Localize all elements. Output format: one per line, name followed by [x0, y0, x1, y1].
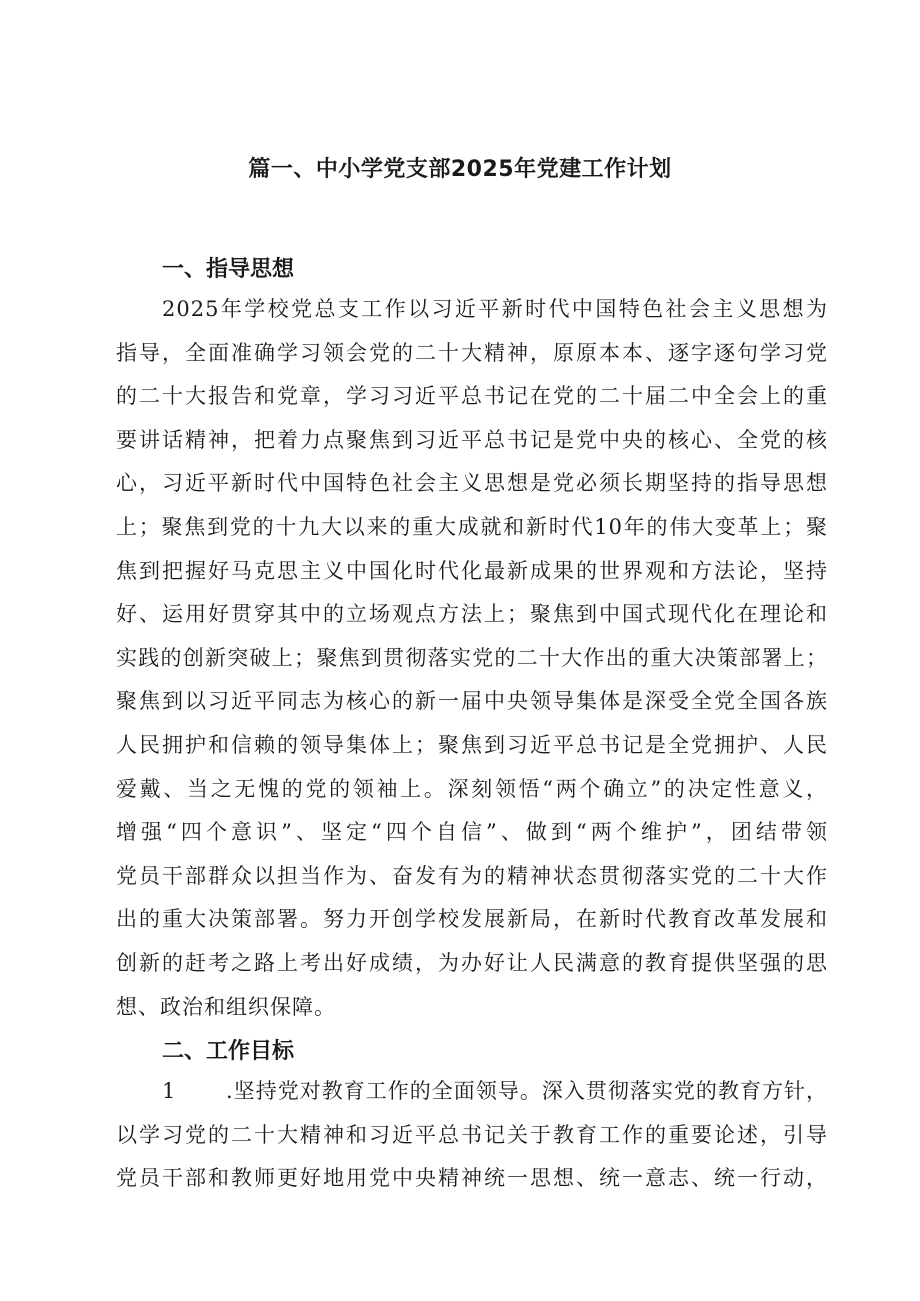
paragraph-line: 心，习近平新时代中国特色社会主义思想是党必须长期坚持的指导思想	[116, 471, 828, 496]
section-heading-work-goals: 二、工作目标	[162, 1039, 295, 1064]
list-item-first-line	[116, 1070, 828, 1114]
paragraph-line: 党员干部和教师更好地用党中央精神统一思想、统一意志、统一行动，	[116, 1166, 828, 1191]
paragraph-line: 聚焦到以习近平同志为核心的新一届中央领导集体是深受全党全国各族	[116, 689, 828, 714]
paragraph-line: 的二十大报告和党章，学习习近平总书记在党的二十届二中全会上的重	[116, 384, 828, 409]
section2-paragraph	[116, 1070, 828, 1201]
paragraph-line: 焦到把握好马克思主义中国化时代化最新成果的世界观和方法论，坚持	[116, 558, 828, 583]
paragraph-line: 创新的赶考之路上考出好成绩，为办好让人民满意的教育提供坚强的思	[116, 950, 828, 975]
section-heading-guiding-ideology: 一、指导思想	[162, 257, 295, 282]
paragraph-line: 上；聚焦到党的十九大以来的重大成就和新时代10年的伟大变革上；聚	[116, 514, 828, 539]
paragraph-line: 2025年学校党总支工作以习近平新时代中国特色社会主义思想为	[162, 297, 828, 321]
paragraph-line: 爱戴、当之无愧的党的领袖上。深刻领悟“两个确立”的决定性意义，	[116, 776, 828, 801]
paragraph-line: 指导，全面准确学习领会党的二十大精神，原原本本、逐字逐句学习党	[116, 340, 828, 365]
paragraph-line: 党员干部群众以担当作为、奋发有为的精神状态贯彻落实党的二十大作	[116, 863, 828, 888]
paragraph-line: 好、运用好贯穿其中的立场观点方法上；聚焦到中国式现代化在理论和	[116, 602, 828, 627]
paragraph-line: 实践的创新突破上；聚焦到贯彻落实党的二十大作出的重大决策部署上；	[116, 645, 828, 670]
document-title: 篇一、中小学党支部2025年党建工作计划	[248, 157, 672, 182]
section1-paragraph	[116, 288, 828, 1029]
paragraph-line: 想、政治和组织保障。	[116, 994, 336, 1019]
paragraph-line: 人民拥护和信赖的领导集体上；聚焦到习近平总书记是全党拥护、人民	[116, 732, 828, 757]
list-item-number: 1	[162, 1079, 177, 1103]
paragraph-line: 出的重大决策部署。努力开创学校发展新局，在新时代教育改革发展和	[116, 907, 828, 932]
paragraph-line: 要讲话精神，把着力点聚焦到习近平总书记是党中央的核心、全党的核	[116, 427, 828, 452]
paragraph-line: 以学习党的二十大精神和习近平总书记关于教育工作的重要论述，引导	[116, 1122, 828, 1147]
paragraph-line: 增强“四个意识”、坚定“四个自信”、做到“两个维护”，团结带领	[116, 820, 828, 845]
list-item-text: .坚持党对教育工作的全面领导。深入贯彻落实党的教育方针，	[226, 1079, 828, 1103]
